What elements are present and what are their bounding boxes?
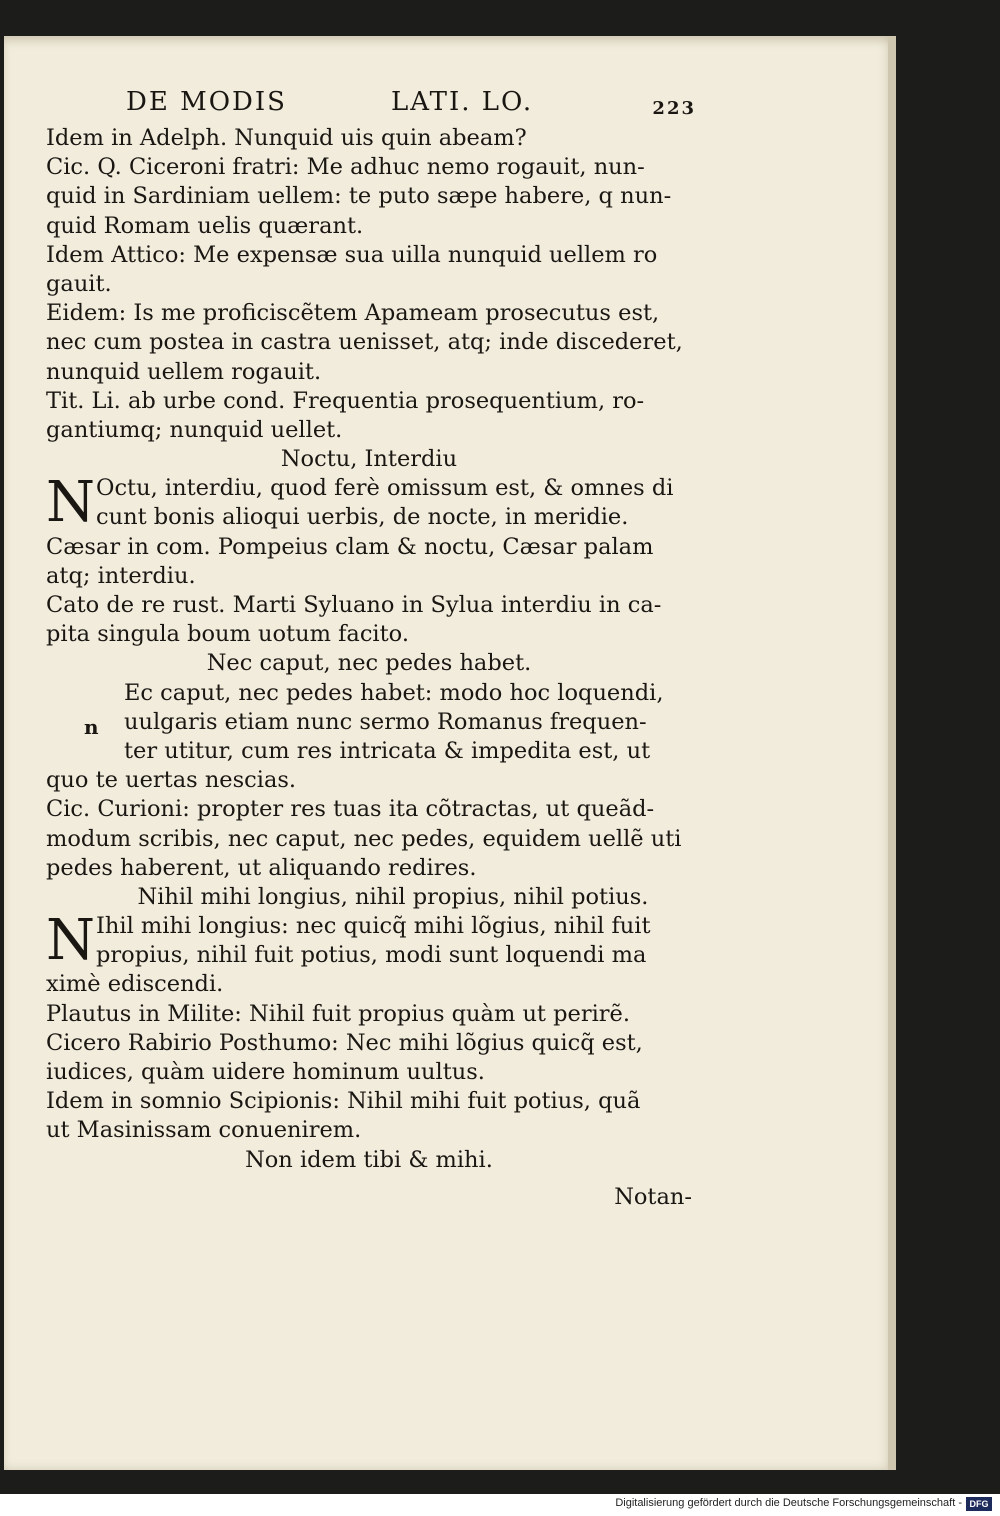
text-line: atq; interdiu.: [46, 562, 196, 589]
text-line: pedes haberent, ut aliquando redires.: [46, 854, 477, 881]
text-line: uulgaris etiam nunc sermo Romanus frequen-: [124, 708, 647, 735]
text-line: Ec caput, nec pedes habet: modo hoc loquendi,: [124, 679, 664, 706]
text-line: Cic. Curioni: propter res tuas ita cõtractas, ut queãd-: [46, 796, 655, 823]
section-c: [46, 795, 692, 883]
section-b: [46, 533, 692, 650]
initial-marker: n: [84, 714, 99, 739]
text-line: pita singula boum uotum facito.: [46, 621, 409, 648]
section-a: [46, 124, 692, 445]
page-number: 223: [652, 98, 696, 119]
text-line: quo te uertas nescias.: [46, 767, 297, 794]
page-text: [46, 87, 696, 1212]
text-line: Cic. Q. Ciceroni fratri: Me adhuc nemo rogauit, nun-: [46, 154, 645, 181]
paragraph-dropcap: [46, 908, 692, 974]
text-line: gauit.: [46, 270, 112, 297]
text-line: Idem Attico: Me expensæ sua uilla nunquid uellem ro: [46, 241, 658, 268]
text-line: gantiumq; nunquid uellet.: [46, 416, 343, 443]
text-line: Octu, interdiu, quod ferè omissum est, & omnes di: [96, 475, 674, 502]
text-line: Idem in somnio Scipionis: Nihil mihi fuit potius, quã: [46, 1088, 641, 1115]
text-line: Cato de re rust. Marti Syluano in Sylua interdiu in ca-: [46, 592, 662, 618]
text-line: ter utitur, cum res intricata & impedita est, ut: [124, 737, 651, 764]
text-line: propius, nihil fuit potius, modi sunt loquendi ma: [96, 942, 647, 969]
drop-cap: N: [46, 470, 95, 536]
text-line: Plautus in Milite: Nihil fuit propius quàm ut perirẽ.: [46, 1000, 631, 1027]
digitization-credit: Digitalisierung gefördert durch die Deutsche Forschungsgemeinschaft -: [615, 1497, 962, 1509]
text-line: Eidem: Is me proficiscẽtem Apameam prosecutus est,: [46, 300, 660, 327]
footer-bar: [0, 1494, 1000, 1516]
dfg-logo: DFG: [966, 1497, 992, 1511]
text-line: Tit. Li. ab urbe cond. Frequentia prosequentium, ro-: [46, 387, 645, 414]
text-line: Ihil mihi longius: nec quicq̃ mihi lõgius, nihil fuit: [96, 913, 651, 940]
text-line: iudices, quàm uidere hominum uultus.: [46, 1059, 485, 1085]
section-heading: Non idem tibi & mihi.: [245, 1146, 493, 1173]
text-line: modum scribis, nec caput, nec pedes, equidem uellẽ uti: [46, 825, 682, 852]
text-line: quid Romam uelis quærant.: [46, 212, 364, 239]
running-head-left: DE MODIS: [126, 87, 287, 117]
running-head-middle: LATI. LO.: [391, 87, 534, 117]
text-line: nunquid uellem rogauit.: [46, 358, 322, 385]
text-line: Idem in Adelph. Nunquid uis quin abeam?: [46, 125, 527, 151]
catchword: Notan-: [614, 1183, 692, 1210]
page-edge: [888, 36, 896, 1470]
text-line: quid in Sardiniam uellem: te puto sæpe habere, q nun-: [46, 183, 672, 210]
section-heading: Nihil mihi longius, nihil propius, nihil potius.: [137, 883, 649, 910]
text-line: nec cum postea in castra uenisset, atq; inde discederet,: [46, 329, 683, 356]
paragraph-dropcap: [46, 470, 692, 536]
running-head: [46, 87, 696, 124]
text-line: Cicero Rabirio Posthumo: Nec mihi lõgius quicq̃ est,: [46, 1029, 643, 1056]
section-heading: Noctu, Interdiu: [280, 446, 458, 473]
drop-cap: N: [46, 908, 95, 974]
text-line: cunt bonis alioqui uerbis, de nocte, in meridie.: [96, 504, 629, 531]
section-d: [46, 1000, 692, 1146]
paragraph-indented: [46, 679, 692, 796]
section-heading: Nec caput, nec pedes habet.: [206, 650, 532, 677]
text-line: Cæsar in com. Pompeius clam & noctu, Cæsar palam: [46, 533, 654, 560]
text-line: ximè ediscendi.: [46, 971, 224, 998]
text-line: ut Masinissam conuenirem.: [46, 1117, 362, 1144]
